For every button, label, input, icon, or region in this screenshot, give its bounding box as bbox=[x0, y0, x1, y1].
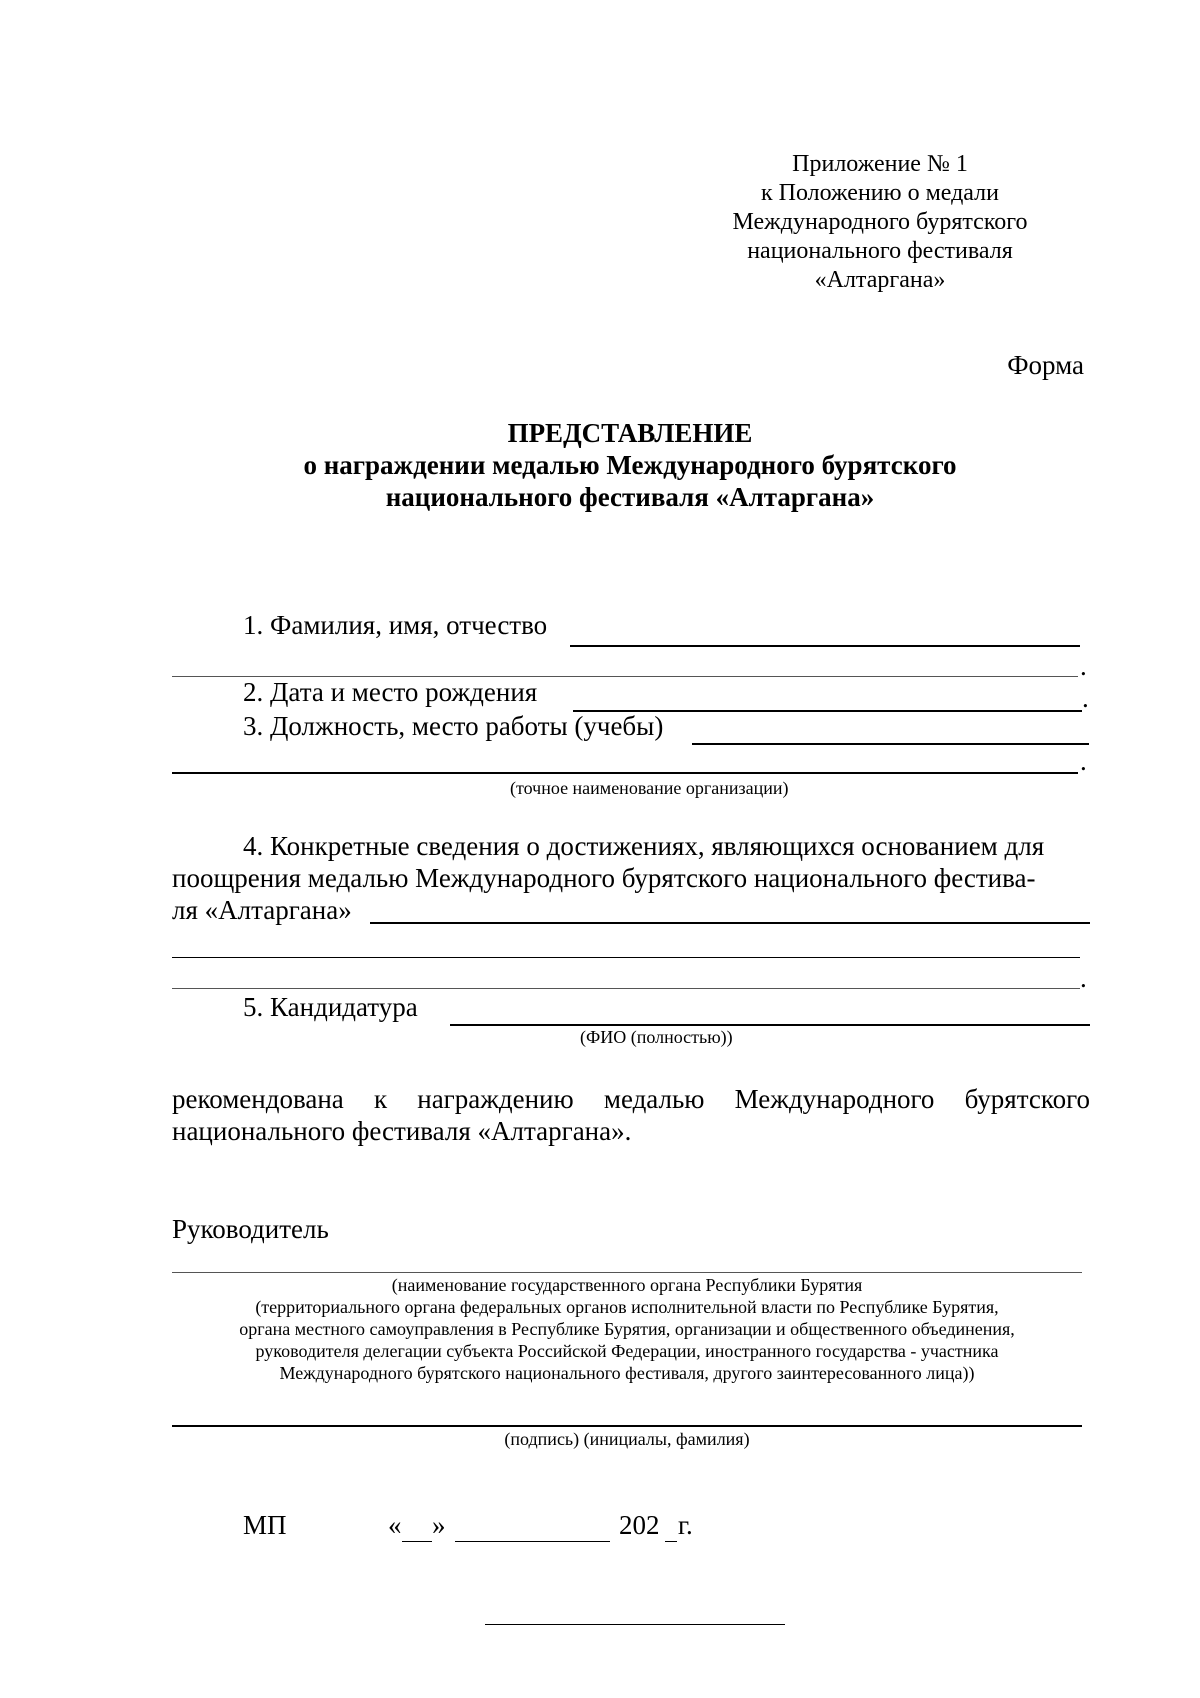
full-name-input-line[interactable] bbox=[570, 645, 1080, 647]
recommendation-line: национального фестиваля «Алтаргана». bbox=[172, 1116, 632, 1146]
organization-caption: (точное наименование организации) bbox=[510, 778, 789, 798]
date-open-quote: « bbox=[388, 1510, 402, 1540]
recommendation-line: рекомендована к награждению медалью Международного бурятского bbox=[172, 1084, 1090, 1114]
head-caption-line: (наименование государственного органа Республики Бурятия bbox=[391, 1275, 863, 1295]
date-close-quote: » bbox=[432, 1510, 446, 1540]
field-full-name-label: 1. Фамилия, имя, отчество bbox=[243, 610, 548, 640]
head-caption-line: руководителя делегации субъекта Российской Федерации, иностранного государства - участника bbox=[255, 1341, 999, 1361]
form-label: Форма bbox=[1007, 350, 1084, 380]
field-position-label: 3. Должность, место работы (учебы) bbox=[243, 711, 664, 741]
bottom-separator-line bbox=[485, 1624, 785, 1625]
achievements-paragraph bbox=[172, 830, 1086, 926]
appendix-block bbox=[680, 150, 1080, 295]
signature-line[interactable] bbox=[172, 1425, 1082, 1427]
achievements-line: 4. Конкретные сведения о достижениях, являющихся основанием для bbox=[243, 831, 1045, 861]
appendix-line: к Положению о медали bbox=[760, 180, 999, 206]
appendix-line: «Алтаргана» bbox=[814, 267, 946, 293]
period: . bbox=[1080, 963, 1087, 993]
organization-name-line[interactable] bbox=[172, 1272, 1082, 1273]
year-suffix: г. bbox=[678, 1510, 693, 1540]
head-caption-line: Международного бурятского национального фестиваля, другого заинтересованного лица)) bbox=[279, 1363, 975, 1383]
achievements-input-line-3[interactable] bbox=[172, 988, 1080, 989]
head-label: Руководитель bbox=[172, 1214, 329, 1244]
organization-input-line[interactable] bbox=[172, 772, 1078, 774]
year-input-line[interactable] bbox=[665, 1541, 677, 1542]
achievements-line: поощрения медалью Международного бурятского национального фестива- bbox=[172, 863, 1036, 893]
signature-caption: (подпись) (инициалы, фамилия) bbox=[504, 1429, 750, 1449]
head-caption-line: органа местного самоуправления в Республике Бурятия, организации и общественного объединения, bbox=[239, 1319, 1015, 1339]
achievements-input-line-2[interactable] bbox=[172, 957, 1080, 958]
day-input-line[interactable] bbox=[402, 1541, 432, 1542]
period: . bbox=[1080, 746, 1087, 776]
head-caption bbox=[172, 1274, 1082, 1384]
achievements-line: ля «Алтаргана» bbox=[172, 895, 352, 925]
title-line: ПРЕДСТАВЛЕНИЕ bbox=[507, 418, 753, 448]
stamp-mark: МП bbox=[243, 1510, 287, 1540]
recommendation-paragraph bbox=[172, 1083, 1090, 1147]
month-input-line[interactable] bbox=[455, 1541, 610, 1542]
period: . bbox=[1082, 683, 1089, 713]
title-line: о награждении медалью Международного бурятского bbox=[303, 450, 957, 480]
period: . bbox=[1080, 651, 1087, 681]
document-title bbox=[0, 417, 1200, 513]
appendix-line: Международного бурятского bbox=[732, 209, 1028, 235]
achievements-input-line[interactable] bbox=[370, 922, 1090, 924]
candidate-input-line[interactable] bbox=[450, 1024, 1090, 1026]
head-caption-line: (территориального органа федеральных органов исполнительной власти по Республике Бурятия, bbox=[255, 1297, 999, 1317]
title-line: национального фестиваля «Алтаргана» bbox=[385, 482, 875, 512]
appendix-line: Приложение № 1 bbox=[792, 151, 968, 177]
position-input-line[interactable] bbox=[692, 743, 1089, 745]
appendix-line: национального фестиваля bbox=[747, 238, 1013, 264]
candidate-caption: (ФИО (полностью)) bbox=[580, 1027, 733, 1047]
field-candidate-label: 5. Кандидатура bbox=[243, 992, 418, 1022]
field-birth-label: 2. Дата и место рождения bbox=[243, 677, 538, 707]
year-prefix: 202 bbox=[619, 1510, 660, 1540]
